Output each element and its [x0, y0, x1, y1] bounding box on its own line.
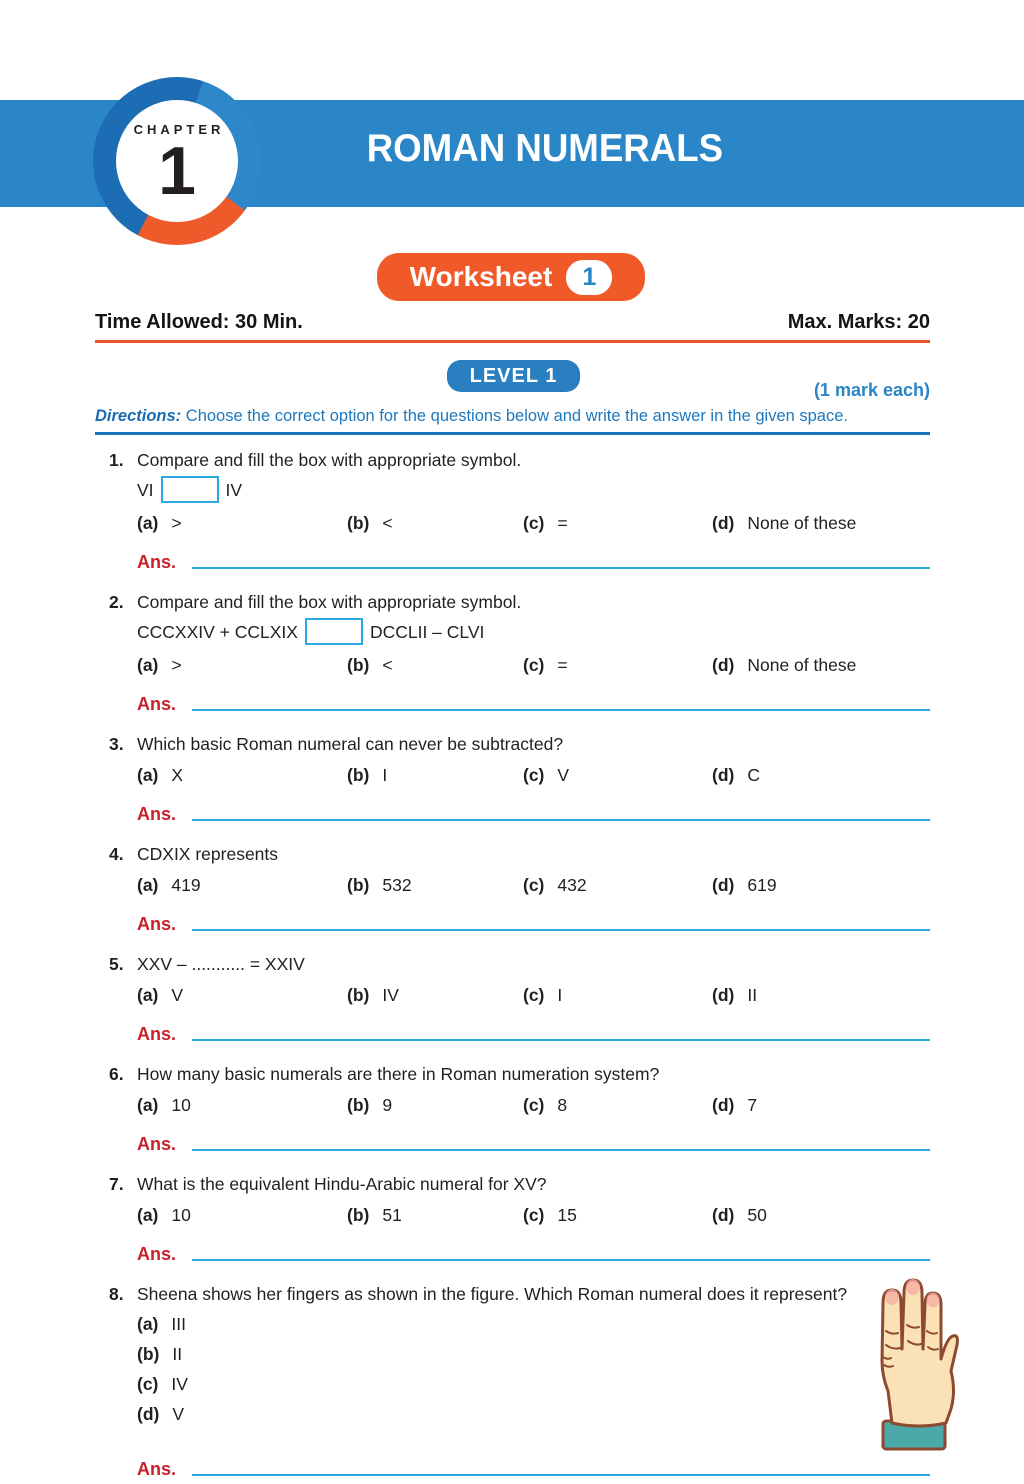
- answer-row: [137, 803, 930, 825]
- option-c[interactable]: (c) V: [523, 765, 570, 785]
- chapter-badge: [93, 77, 261, 245]
- option-a[interactable]: (a) 419: [137, 875, 201, 895]
- question-number: 3.: [109, 734, 124, 754]
- option-b[interactable]: (b) 532: [347, 875, 412, 895]
- answer-row: [137, 1023, 930, 1045]
- option-a[interactable]: (a) >: [137, 513, 182, 533]
- worksheet-number-pill: [566, 260, 612, 295]
- question-4: [95, 843, 930, 939]
- option-c[interactable]: (c) 8: [523, 1095, 568, 1115]
- meta-row: [95, 311, 930, 334]
- expression-after: DCCLII – CLVI: [369, 621, 485, 642]
- expression-after: IV: [225, 479, 243, 500]
- blue-divider: [95, 432, 930, 435]
- directions: [95, 406, 930, 426]
- marks-note: (1 mark each): [813, 380, 930, 400]
- option-d[interactable]: (d) None of these: [712, 513, 857, 533]
- answer-blank-line[interactable]: [192, 567, 930, 569]
- answer-row: [137, 1133, 930, 1155]
- question-6: [95, 1063, 930, 1159]
- question-number: 8.: [109, 1284, 124, 1304]
- option-d[interactable]: (d) C: [712, 765, 760, 785]
- question-text: Which basic Roman numeral can never be subtracted?: [137, 734, 564, 754]
- worksheet-label: Worksheet: [409, 261, 553, 292]
- option-d[interactable]: (d) II: [712, 985, 758, 1005]
- hand-three-fingers-icon: [846, 1273, 974, 1451]
- answer-row: [137, 693, 930, 715]
- option-d[interactable]: (d) None of these: [712, 655, 857, 675]
- chapter-number: 1: [158, 133, 196, 209]
- question-3: [95, 733, 930, 829]
- question-number: 7.: [109, 1174, 124, 1194]
- chapter-badge-inner: [116, 100, 238, 222]
- options-row: [137, 1204, 930, 1226]
- answer-blank-line[interactable]: [192, 819, 930, 821]
- question-number: 6.: [109, 1064, 124, 1084]
- question-expression: [137, 618, 930, 645]
- answer-label: Ans.: [137, 1459, 177, 1479]
- option-a[interactable]: (a) X: [137, 765, 184, 785]
- question-text: XXV – ........... = XXIV: [137, 954, 305, 974]
- option-d[interactable]: (d) V: [137, 1404, 185, 1424]
- options-row: [137, 984, 930, 1006]
- question-number: 2.: [109, 592, 124, 612]
- option-a[interactable]: (a) >: [137, 655, 182, 675]
- question-number: 5.: [109, 954, 124, 974]
- option-b[interactable]: (b) <: [347, 655, 393, 675]
- answer-row: [137, 1243, 930, 1265]
- answer-blank-line[interactable]: [192, 1474, 930, 1476]
- worksheet-content: [95, 311, 930, 1484]
- option-b[interactable]: (b) 51: [347, 1205, 402, 1225]
- answer-blank-line[interactable]: [192, 1039, 930, 1041]
- option-b[interactable]: (b) 9: [347, 1095, 393, 1115]
- answer-label: Ans.: [137, 1134, 177, 1154]
- options-row: [137, 654, 930, 676]
- expression-before: VI: [137, 479, 154, 500]
- question-number: 4.: [109, 844, 124, 864]
- option-c[interactable]: (c) =: [523, 655, 568, 675]
- level-badge: LEVEL 1: [447, 360, 580, 392]
- option-c[interactable]: (c) 15: [523, 1205, 577, 1225]
- answer-blank-line[interactable]: [192, 1259, 930, 1261]
- answer-label: Ans.: [137, 552, 177, 572]
- options-row: [137, 764, 930, 786]
- option-c[interactable]: (c) 432: [523, 875, 587, 895]
- option-a[interactable]: (a) 10: [137, 1095, 191, 1115]
- answer-label: Ans.: [137, 1024, 177, 1044]
- max-marks: Max. Marks: 20: [787, 311, 930, 333]
- option-c[interactable]: (c) =: [523, 513, 568, 533]
- option-a[interactable]: (a) III: [137, 1314, 186, 1334]
- options-column: [137, 1312, 930, 1426]
- answer-row: [137, 551, 930, 573]
- orange-divider: [95, 340, 930, 343]
- option-b[interactable]: (b) IV: [347, 985, 399, 1005]
- directions-label: Directions:: [95, 407, 182, 425]
- time-allowed: Time Allowed: 30 Min.: [95, 311, 303, 333]
- answer-box[interactable]: [161, 476, 219, 503]
- worksheet-number: 1: [582, 262, 597, 291]
- question-5: [95, 953, 930, 1049]
- worksheet-badge: [377, 253, 645, 301]
- answer-blank-line[interactable]: [192, 709, 930, 711]
- option-b[interactable]: (b) II: [137, 1344, 183, 1364]
- question-text: Compare and fill the box with appropriate symbol.: [137, 592, 522, 612]
- level-row: [95, 360, 930, 400]
- answer-label: Ans.: [137, 1244, 177, 1264]
- option-c[interactable]: (c) IV: [137, 1374, 188, 1394]
- question-number: 1.: [109, 450, 124, 470]
- question-2: [95, 591, 930, 719]
- answer-label: Ans.: [137, 694, 177, 714]
- question-1: [95, 449, 930, 577]
- answer-box[interactable]: [305, 618, 363, 645]
- question-text: How many basic numerals are there in Roman numeration system?: [137, 1064, 660, 1084]
- directions-text: Choose the correct option for the questions below and write the answer in the given space.: [181, 407, 848, 425]
- questions-list: [95, 449, 930, 1484]
- options-row: [137, 874, 930, 896]
- question-8: [95, 1283, 930, 1484]
- option-d[interactable]: (d) 619: [712, 875, 777, 895]
- answer-label: Ans.: [137, 914, 177, 934]
- question-expression: [137, 476, 930, 503]
- answer-blank-line[interactable]: [192, 929, 930, 931]
- question-7: [95, 1173, 930, 1269]
- expression-before: CCCXXIV + CCLXIX: [137, 621, 298, 642]
- chapter-title: ROMAN NUMERALS: [366, 127, 724, 170]
- answer-label: Ans.: [137, 804, 177, 824]
- answer-row: [137, 913, 930, 935]
- answer-blank-line[interactable]: [192, 1149, 930, 1151]
- question-text: What is the equivalent Hindu-Arabic numeral for XV?: [137, 1174, 547, 1194]
- option-b[interactable]: (b) <: [347, 513, 393, 533]
- option-d[interactable]: (d) 7: [712, 1095, 758, 1115]
- options-row: [137, 1094, 930, 1116]
- options-row: [137, 512, 930, 534]
- option-a[interactable]: (a) V: [137, 985, 184, 1005]
- chapter-label: CHAPTER: [133, 122, 225, 137]
- option-d[interactable]: (d) 50: [712, 1205, 767, 1225]
- question-text: CDXIX represents: [137, 844, 279, 864]
- answer-row: [137, 1458, 930, 1480]
- option-c[interactable]: (c) I: [523, 985, 563, 1005]
- question-text: Sheena shows her fingers as shown in the figure. Which Roman numeral does it represent?: [137, 1284, 848, 1304]
- option-a[interactable]: (a) 10: [137, 1205, 191, 1225]
- question-text: Compare and fill the box with appropriate symbol.: [137, 450, 522, 470]
- option-b[interactable]: (b) I: [347, 765, 388, 785]
